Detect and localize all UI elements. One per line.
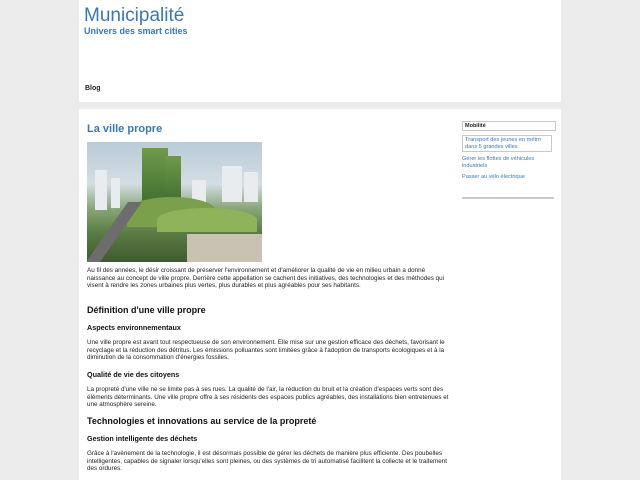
sidebar-link[interactable]: Transport des jeunes en métro dans 5 grandes villes (462, 135, 552, 152)
sidebar-link[interactable]: Gérer les flottes de véhicules industriels (462, 156, 535, 169)
article-hero-image (87, 142, 262, 262)
sidebar-link[interactable]: Passer au vélo électrique (462, 174, 525, 180)
section-heading: Définition d'une ville propre (87, 305, 206, 315)
paragraph: Une ville propre est avant tout respectueuse de son environnement. Elle mise sur une gestion efficace des déchets, favorisant le recyclage et la réduction des détritus. Les émissions polluantes sont limitées grâce à l'adoption de transports écologiques et à la diminution de la consommation d'énergies fossiles. (87, 339, 445, 362)
article-intro: Au fil des années, le désir croissant de préserver l'environnement et d'améliorer la qualité de vie en milieu urbain a donné naissance au concept de ville propre. Derrière cette appellation se cachent des initiatives, des technologies et des méthodes qui visent à rendre les zones urbaines plus vertes, plus durables et plus agréables pour ses habitants. (87, 267, 445, 290)
article-title: La ville propre (87, 123, 163, 135)
subsection-heading: Qualité de vie des citoyens (87, 370, 180, 379)
sidebar-divider (462, 197, 554, 199)
paragraph: La propreté d'une ville ne se limite pas à ses rues. La qualité de l'air, la réduction du bruit et la création d'espaces verts sont des éléments déterminants. Une ville propre offre à ses résidents des espaces publics agréables, des installations bien entretenues et une atmosphère sereine. (87, 386, 449, 409)
subsection-heading: Gestion intelligente des déchets (87, 434, 198, 443)
section-heading: Technologies et innovations au service de la propreté (87, 416, 317, 426)
nav-item-blog[interactable]: Blog (85, 85, 101, 92)
site-title[interactable]: Municipalité (84, 5, 185, 26)
content-area (79, 109, 561, 480)
sidebar-heading: Mobilité (462, 121, 556, 131)
subsection-heading: Aspects environnementaux (87, 323, 181, 332)
paragraph: Grâce à l'avènement de la technologie, il est désormais possible de gérer les déchets de manière plus efficiente. Des poubelles intelligentes, capables de signaler lorsqu'elles sont pleines, ou des systèmes de tri automatisé facilitent la collecte et le traitement des ordures. (87, 450, 447, 473)
page (79, 0, 561, 480)
site-header (79, 0, 561, 102)
site-tagline: Univers des smart cities (84, 26, 188, 36)
